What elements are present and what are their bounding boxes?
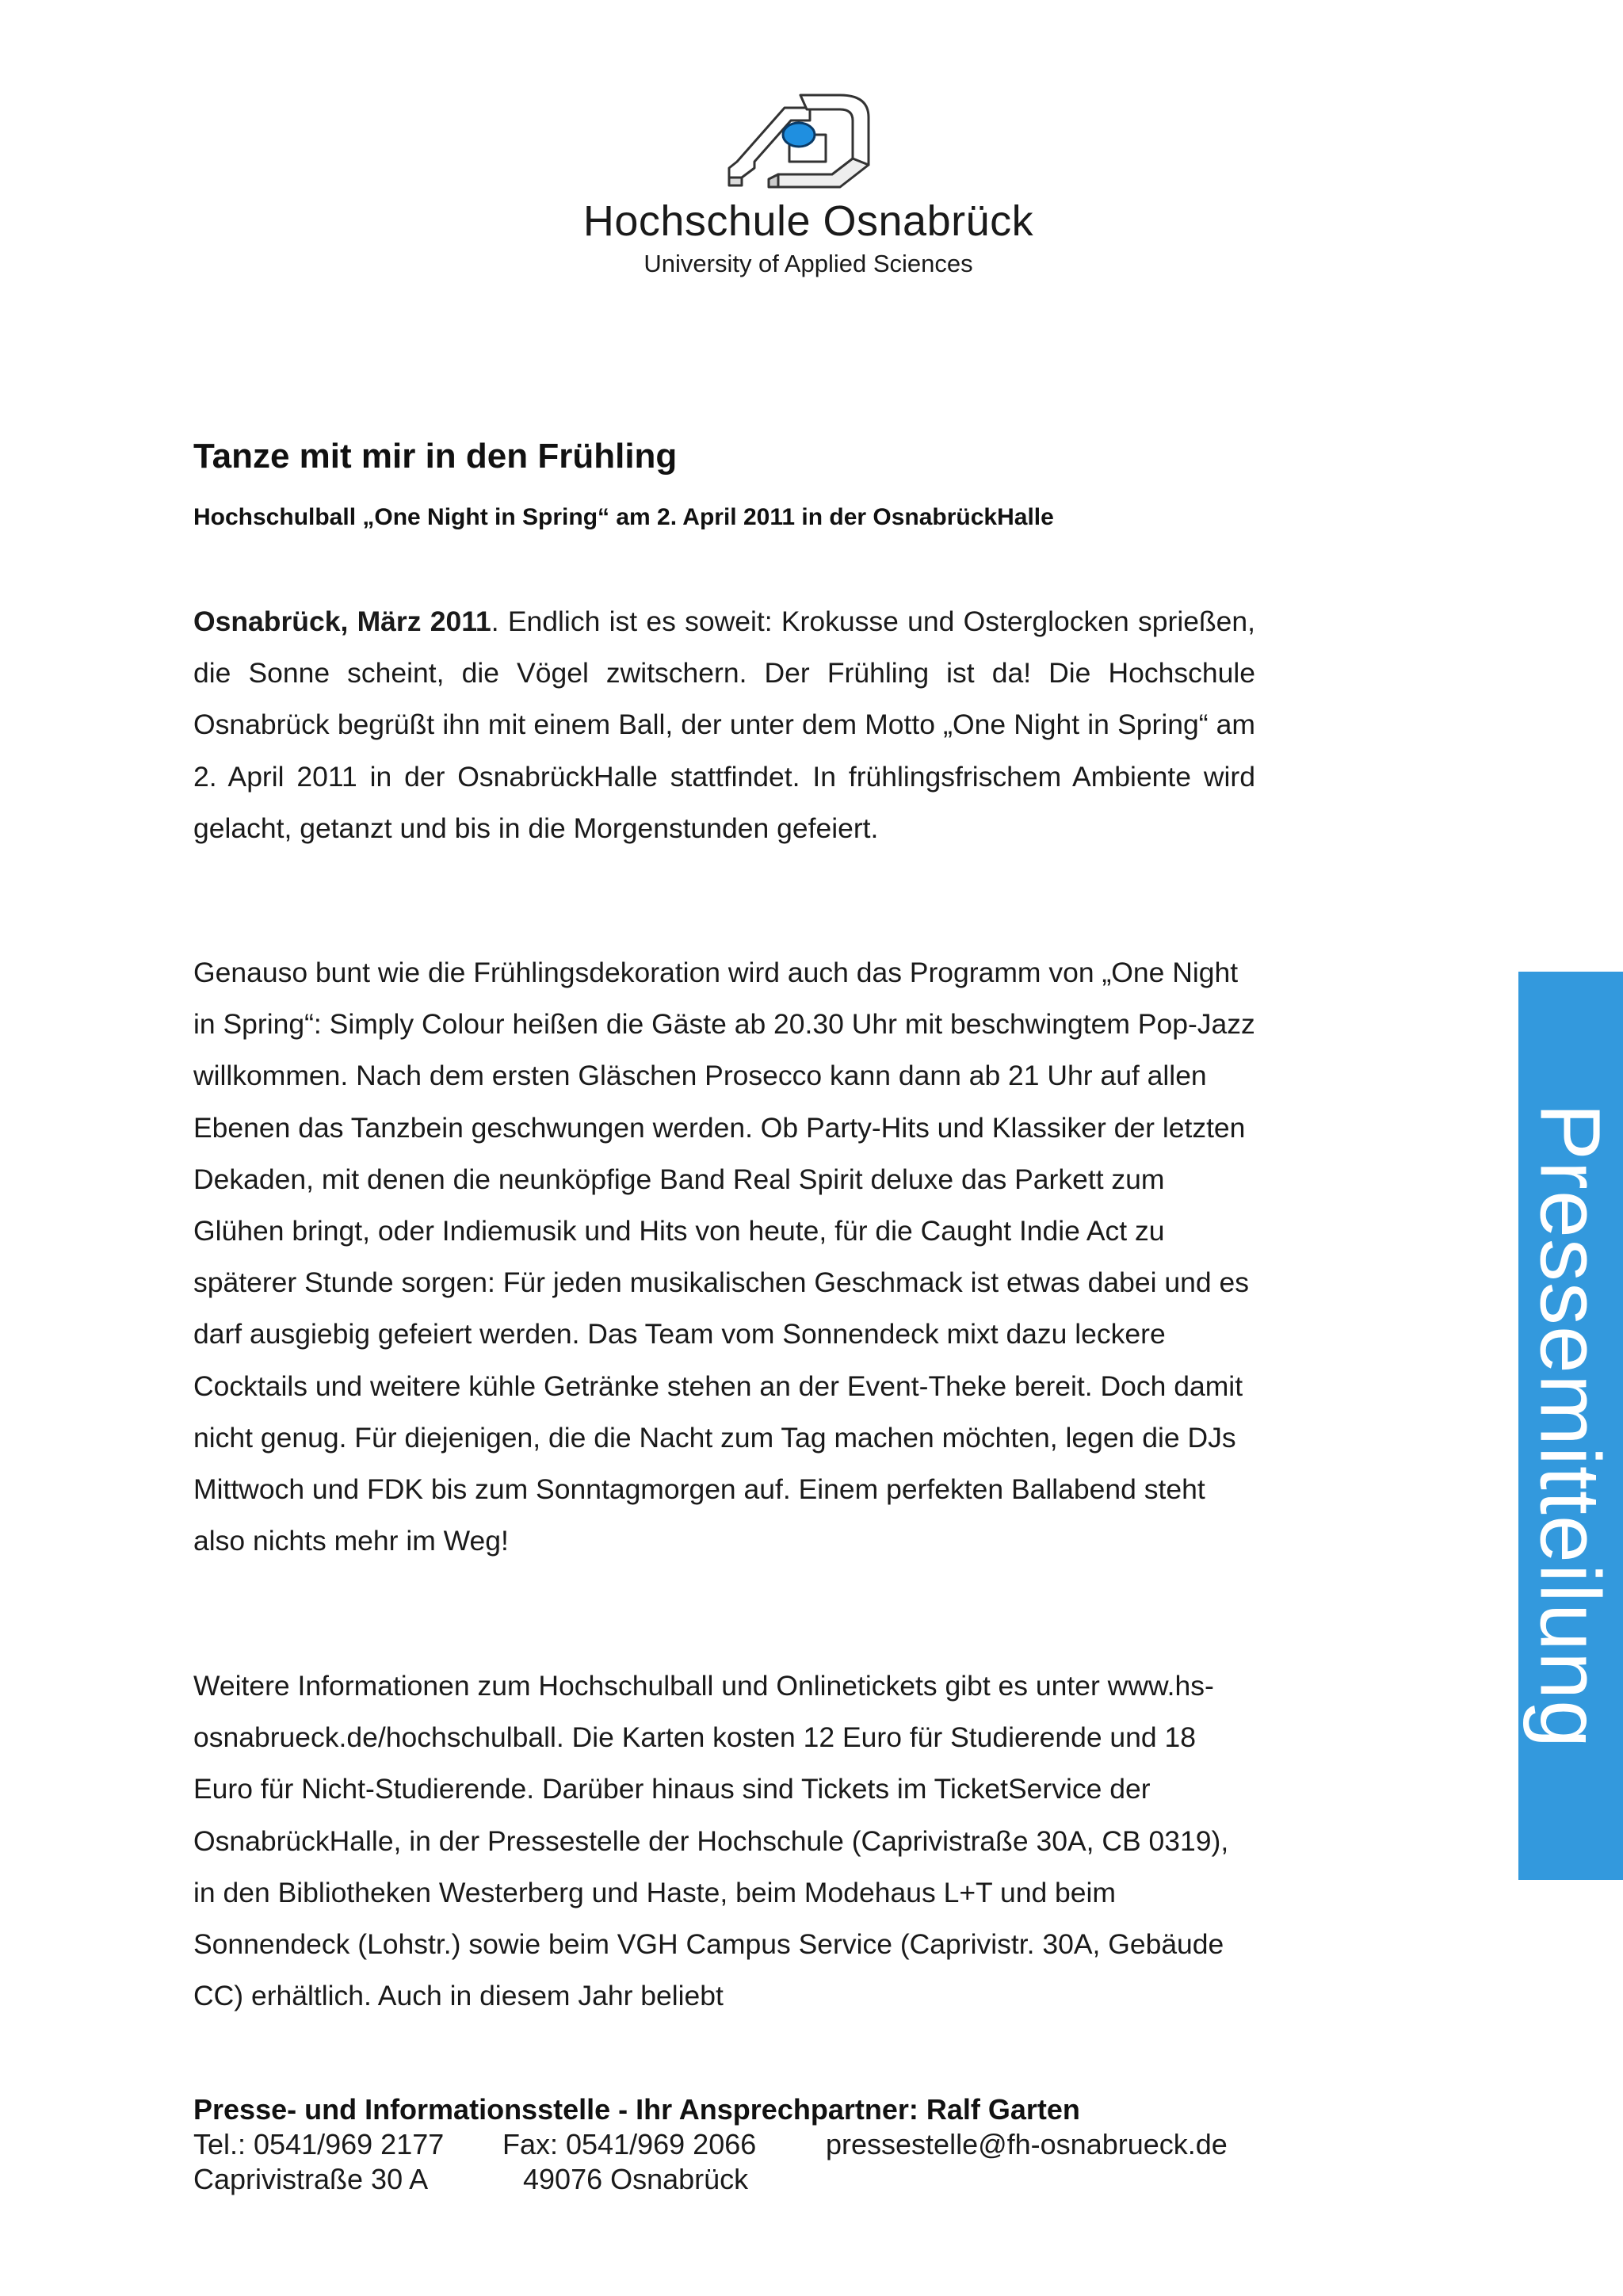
- article-paragraph-3: Weitere Informationen zum Hochschulball und Onlinetickets gibt es unter www.hs-osnabrueck.de/hochschulball. Die Karten kosten 12 Euro für Studierende und 18 Euro für Nicht-Studierende. Darüber hinaus sind Tickets im TicketService der OsnabrückHalle, in der Pressestelle der Hochschule (Caprivistraße 30A, CB 0319), in den Bibliotheken Westerberg und Haste, beim Modehaus L+T und beim Sonnendeck (Lohstr.) sowie beim VGH Campus Service (Caprivistr. 30A, Gebäude CC) erhältlich. Auch in diesem Jahr beliebt: [193, 1670, 1229, 2012]
- footer-city: 49076 Osnabrück: [523, 2163, 749, 2195]
- university-logo: [507, 79, 1109, 285]
- article-paragraph-1: [193, 596, 1255, 854]
- footer-heading: Presse- und Informationsstelle - Ihr Ansprechpartner: Ralf Garten: [193, 2093, 1080, 2126]
- article-paragraph-2: Genauso bunt wie die Frühlingsdekoration wird auch das Programm von „One Night in Spring“: Simply Colour heißen die Gäste ab 20.30 Uhr mit beschwingtem Pop-Jazz willkommen. Nach dem ersten Gläschen Prosecco kann dann ab 21 Uhr auf allen Ebenen das Tanzbein geschwungen werden. Ob Party-Hits und Klassiker der letzten Dekaden, mit denen die neunköpfige Band Real Spirit deluxe das Parkett zum Glühen bringt, oder Indiemusik und Hits von heute, für die Caught Indie Act zu späterer Stunde sorgen: Für jeden musikalischen Geschmack ist etwas dabei und es darf ausgiebig gefeiert werden. Das Team vom Sonnendeck mixt dazu leckere Cocktails und weitere kühle Getränke stehen an der Event-Theke bereit. Doch damit nicht genug. Für diejenigen, die die Nacht zum Tag machen möchten, legen die DJs Mittwoch und FDK bis zum Sonntagmorgen auf. Einem perfekten Ballabend steht also nichts mehr im Weg!: [193, 957, 1255, 1557]
- footer-phone: Tel.: 0541/969 2177: [193, 2128, 445, 2160]
- press-release-banner-label: Pressemitteilung: [1522, 1102, 1619, 1749]
- footer-contact: [193, 2092, 1303, 2197]
- article-dateline: Osnabrück, März 2011: [193, 606, 491, 637]
- footer-email: pressestelle@fh-osnabrueck.de: [826, 2128, 1228, 2160]
- logo-university-name: Hochschule Osnabrück: [582, 197, 1034, 245]
- footer-address-row: [193, 2162, 1303, 2197]
- press-release-banner: [1518, 972, 1623, 1880]
- article-title: Tanze mit mir in den Frühling: [193, 437, 678, 476]
- article-paragraph-1-text: . Endlich ist es soweit: Krokusse und Osterglocken sprießen, die Sonne scheint, die Vögel zwitschern. Der Frühling ist da! Die Hochschule Osnabrück begrüßt ihn mit einem Ball, der unter dem Motto „One Night in Spring“ am 2. April 2011 in der OsnabrückHalle stattfindet. In frühlingsfrischem Ambiente wird gelacht, getanzt und bis in die Morgenstunden gefeiert.: [193, 606, 1255, 844]
- footer-street: Caprivistraße 30 A: [193, 2163, 429, 2195]
- footer-contact-row: [193, 2127, 1303, 2162]
- article-subtitle: Hochschulball „One Night in Spring“ am 2. April 2011 in der OsnabrückHalle: [193, 504, 1054, 530]
- footer-fax: Fax: 0541/969 2066: [502, 2128, 757, 2160]
- logo-university-subtitle: University of Applied Sciences: [643, 250, 973, 277]
- university-logo-mark: [721, 86, 880, 197]
